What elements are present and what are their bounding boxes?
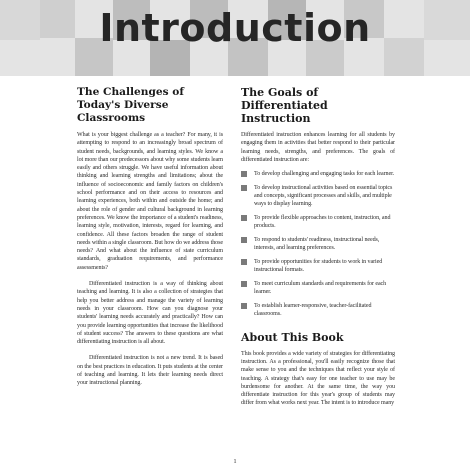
- goals-intro: Differentiated instruction enhances learning for all students by engaging them in activities that better respond to their particular learning needs, strengths, and preferences. The goals of differentiated instruction are:: [241, 132, 395, 163]
- square-bullet-icon: [241, 171, 247, 177]
- square-bullet-icon: [241, 259, 247, 265]
- square-bullet-icon: [241, 281, 247, 287]
- square-bullet-icon: [241, 215, 247, 221]
- list-item: [241, 280, 395, 297]
- page-number: 1: [233, 458, 237, 465]
- list-item: [241, 184, 395, 209]
- list-item: [241, 302, 395, 319]
- section-heading-goals: The Goals of Differentiated Instruction: [241, 86, 328, 125]
- goal-text: To provide flexible approaches to content, instruction, and products.: [254, 215, 391, 230]
- about-paragraph: This book provides a wide variety of strategies for differentiating instruction. As a professional, you'll easily recognize those that make sense to you and the techniques that reflect your style of teaching. A strategy that's easy for one teacher to use may be burdensome for another. At the same time, the way you differentiate instruction for this year's group of students may differ from what works next year. The intent is to introduce many: [241, 350, 395, 407]
- goal-text: To meet curriculum standards and requirements for each learner.: [254, 281, 387, 296]
- challenges-paragraph-1: What is your biggest challenge as a teacher? For many, it is attempting to respond to an increasingly broad spectrum of student needs, backgrounds, and learning styles. We know a lot more than our predecessors about why some students learn easily and others struggle. We have useful information about thinking and learning strengths and limitations; about the influence of socioeconomic and family factors on children's school performance and on their access to resources and learning experiences, both within and outside the home; and about the role of gender and cultural background in learning preferences. We know the importance of a student's readiness, learning style, motivation, interests, regard for learning, and confidence. All these factors broaden the range of student needs within a single classroom. But how do we address those needs? And what about the influence of state curriculum standards, graduation requirements, and performance assessments?: [77, 132, 223, 271]
- goals-list: [241, 170, 395, 319]
- challenges-paragraph-3: Differentiated instruction is not a new trend. It is based on the best practices in education. It puts students at the center of teaching and learning. It lets their learning needs direct your instructional planning.: [77, 355, 223, 387]
- goal-text: To respond to students' readiness, instructional needs, interests, and learning preferences.: [254, 237, 380, 252]
- left-column: [77, 86, 223, 388]
- list-item: [241, 214, 395, 231]
- goal-text: To provide opportunities for students to work in varied instructional formats.: [254, 259, 383, 274]
- goal-text: To develop challenging and engaging tasks for each learner.: [254, 171, 395, 178]
- chapter-banner: [0, 0, 470, 76]
- section-heading-about: About This Book: [241, 330, 344, 344]
- square-bullet-icon: [241, 237, 247, 243]
- square-bullet-icon: [241, 303, 247, 309]
- list-item: [241, 258, 395, 275]
- square-bullet-icon: [241, 185, 247, 191]
- goal-text: To establish learner-responsive, teacher-facilitated classrooms.: [254, 303, 372, 318]
- goal-text: To develop instructional activities based on essential topics and concepts, significant processes and skills, and multiple ways to display learning.: [254, 184, 393, 208]
- challenges-paragraph-2: Differentiated instruction is a way of thinking about teaching and learning. It is also a collection of strategies that help you better address and manage the variety of learning needs in your classroom. How can you diagnose your students' learning needs accurately and practically? How can you provide learning opportunities that increase the likelihood of student success? The answers to these questions are what differentiating instruction is all about.: [77, 281, 223, 346]
- right-column: [241, 86, 395, 408]
- chapter-title: Introduction: [99, 6, 371, 50]
- list-item: [241, 236, 395, 253]
- list-item: [241, 170, 395, 178]
- section-heading-challenges: The Challenges of Today's Diverse Classrooms: [77, 86, 184, 124]
